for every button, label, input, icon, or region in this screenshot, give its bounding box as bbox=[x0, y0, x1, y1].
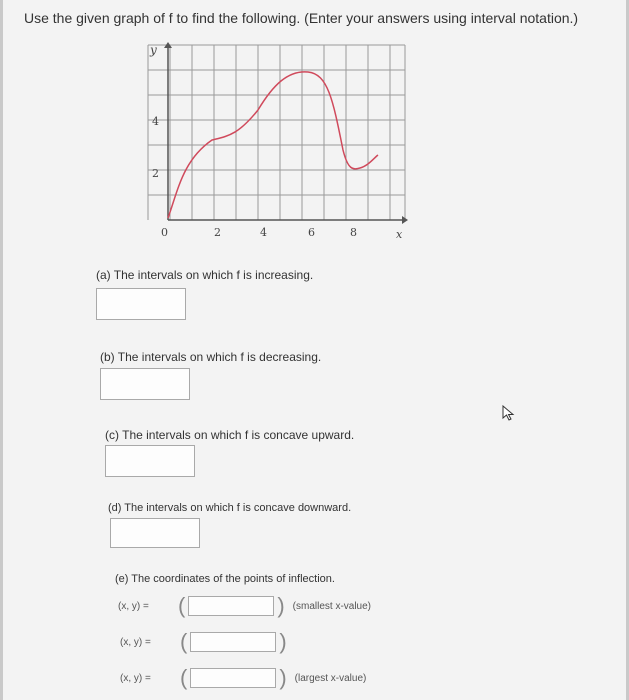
x-tick-0: 0 bbox=[161, 226, 168, 239]
x-tick-4: 4 bbox=[260, 226, 267, 239]
function-graph bbox=[138, 40, 408, 245]
inflection-point-2-input[interactable] bbox=[190, 632, 276, 652]
x-axis-label: x bbox=[396, 228, 403, 241]
open-paren: ( bbox=[180, 665, 188, 690]
inflection-row-2 bbox=[120, 631, 295, 653]
mouse-pointer-icon bbox=[502, 405, 516, 421]
close-paren: ) bbox=[277, 593, 285, 618]
part-d-answer-input[interactable] bbox=[110, 518, 200, 548]
instructions-text: Use the given graph of f to find the following. (Enter your answers using interval notation.) bbox=[24, 10, 579, 26]
y-tick-4: 4 bbox=[152, 115, 159, 128]
part-a-label: (a) The intervals on which f is increasing. bbox=[96, 268, 314, 282]
part-e-label: (e) The coordinates of the points of inflection. bbox=[115, 573, 335, 585]
coord-label: (x, y) = bbox=[118, 600, 149, 612]
x-tick-8: 8 bbox=[350, 226, 357, 239]
part-b-label: (b) The intervals on which f is decreasing. bbox=[100, 350, 322, 364]
y-axis-label: y bbox=[150, 43, 157, 57]
coord-label: (x, y) = bbox=[120, 672, 151, 684]
inflection-point-1-input[interactable] bbox=[188, 596, 274, 616]
coord-label: (x, y) = bbox=[120, 636, 151, 648]
inflection-point-3-input[interactable] bbox=[190, 668, 276, 688]
close-paren: ) bbox=[279, 629, 287, 654]
inflection-row-1 bbox=[118, 595, 371, 617]
part-c-label: (c) The intervals on which f is concave upward. bbox=[105, 428, 355, 442]
coord-note: (largest x-value) bbox=[294, 672, 367, 684]
y-tick-2: 2 bbox=[152, 167, 159, 180]
part-b-answer-input[interactable] bbox=[100, 368, 190, 400]
open-paren: ( bbox=[178, 593, 186, 618]
x-tick-6: 6 bbox=[308, 226, 315, 239]
inflection-row-3 bbox=[120, 667, 366, 689]
part-d-label: (d) The intervals on which f is concave downward. bbox=[108, 502, 352, 514]
left-border bbox=[0, 0, 3, 700]
part-a-answer-input[interactable] bbox=[96, 288, 186, 320]
coord-note: (smallest x-value) bbox=[292, 600, 372, 612]
x-tick-2: 2 bbox=[214, 226, 221, 239]
part-c-answer-input[interactable] bbox=[105, 445, 195, 477]
open-paren: ( bbox=[180, 629, 188, 654]
close-paren: ) bbox=[279, 665, 287, 690]
